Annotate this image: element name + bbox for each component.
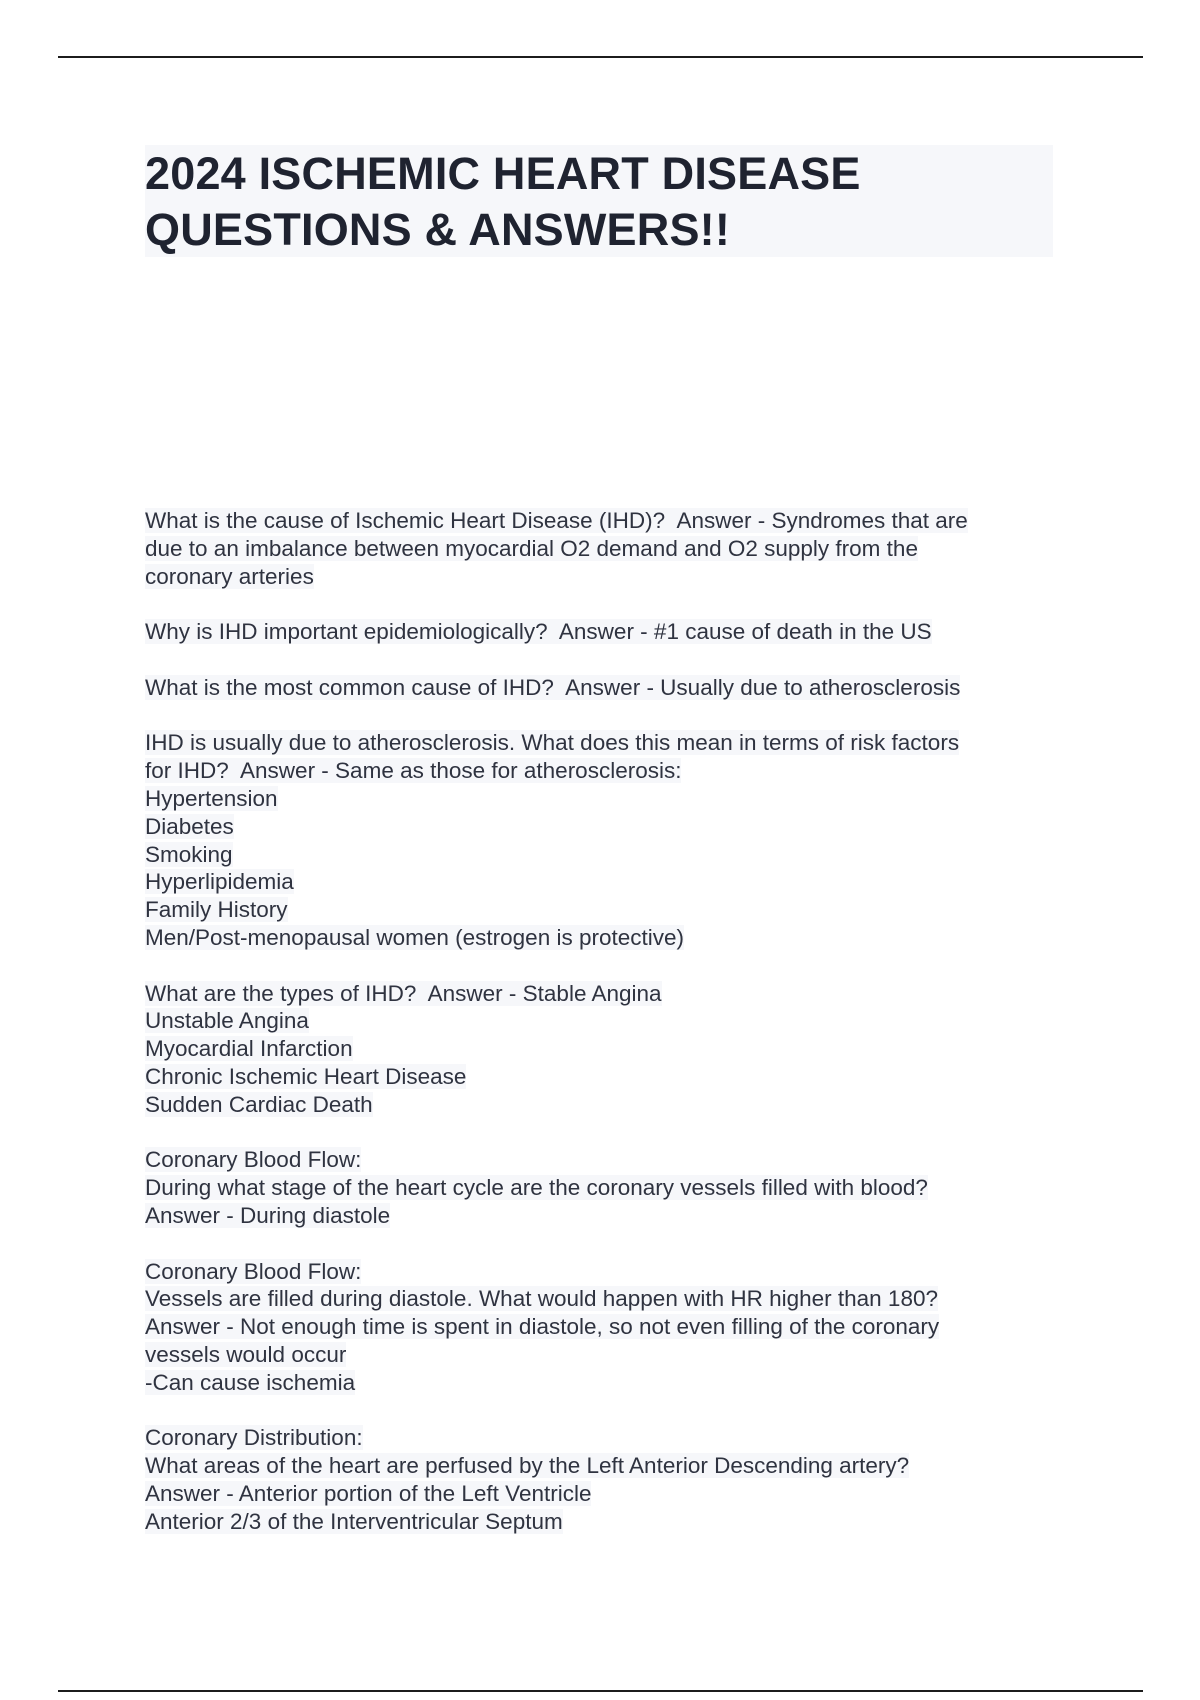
qa-line: Coronary Blood Flow: (145, 1258, 362, 1284)
page-title: 2024 ISCHEMIC HEART DISEASE QUESTIONS & ANSWERS!! (145, 148, 861, 255)
qa-line: due to an imbalance between myocardial O2 demand and O2 supply from the (145, 535, 918, 561)
qa-entry (145, 1146, 1045, 1229)
qa-line: vessels would occur (145, 1341, 347, 1367)
qa-line: Answer - Not enough time is spent in diastole, so not even filling of the coronary (145, 1314, 940, 1340)
qa-line: Why is IHD important epidemiologically? Answer - #1 cause of death in the US (145, 619, 932, 645)
qa-line: -Can cause ischemia (145, 1369, 356, 1395)
qa-line: IHD is usually due to atherosclerosis. What does this mean in terms of risk factors (145, 730, 960, 756)
qa-entry (145, 980, 1045, 1119)
qa-line: During what stage of the heart cycle are the coronary vessels filled with blood? (145, 1175, 928, 1201)
qa-line: coronary arteries (145, 563, 314, 589)
qa-entry (145, 507, 1045, 590)
qa-line: What areas of the heart are perfused by the Left Anterior Descending artery? (145, 1453, 910, 1479)
qa-line: Coronary Blood Flow: (145, 1147, 362, 1173)
qa-line: Hypertension (145, 785, 278, 811)
qa-line: Unstable Angina (145, 1008, 309, 1034)
qa-list (145, 507, 1045, 1563)
qa-entry (145, 618, 1045, 646)
qa-entry (145, 674, 1045, 702)
bottom-rule (58, 1690, 1143, 1692)
qa-line: What is the cause of Ischemic Heart Disease (IHD)? Answer - Syndromes that are (145, 508, 968, 533)
qa-entry (145, 729, 1045, 951)
qa-line: Answer - Anterior portion of the Left Ventricle (145, 1480, 592, 1506)
qa-line: Men/Post-menopausal women (estrogen is protective) (145, 924, 685, 950)
qa-entry (145, 1258, 1045, 1397)
qa-line: Chronic Ischemic Heart Disease (145, 1063, 467, 1089)
qa-line: for IHD? Answer - Same as those for atherosclerosis: (145, 758, 682, 784)
qa-line: Smoking (145, 841, 233, 867)
qa-line: Coronary Distribution: (145, 1425, 363, 1451)
qa-line: Vessels are filled during diastole. What would happen with HR higher than 180? (145, 1286, 938, 1312)
qa-line: Hyperlipidemia (145, 869, 294, 895)
qa-line: Answer - During diastole (145, 1202, 391, 1228)
qa-entry (145, 1424, 1045, 1535)
qa-line: Anterior 2/3 of the Interventricular Septum (145, 1508, 563, 1534)
qa-line: Myocardial Infarction (145, 1036, 353, 1062)
qa-line: Diabetes (145, 813, 234, 839)
qa-line: Sudden Cardiac Death (145, 1091, 373, 1117)
qa-line: Family History (145, 897, 288, 923)
qa-line: What are the types of IHD? Answer - Stable Angina (145, 980, 662, 1006)
top-rule (58, 56, 1143, 58)
qa-line: What is the most common cause of IHD? Answer - Usually due to atherosclerosis (145, 674, 961, 700)
